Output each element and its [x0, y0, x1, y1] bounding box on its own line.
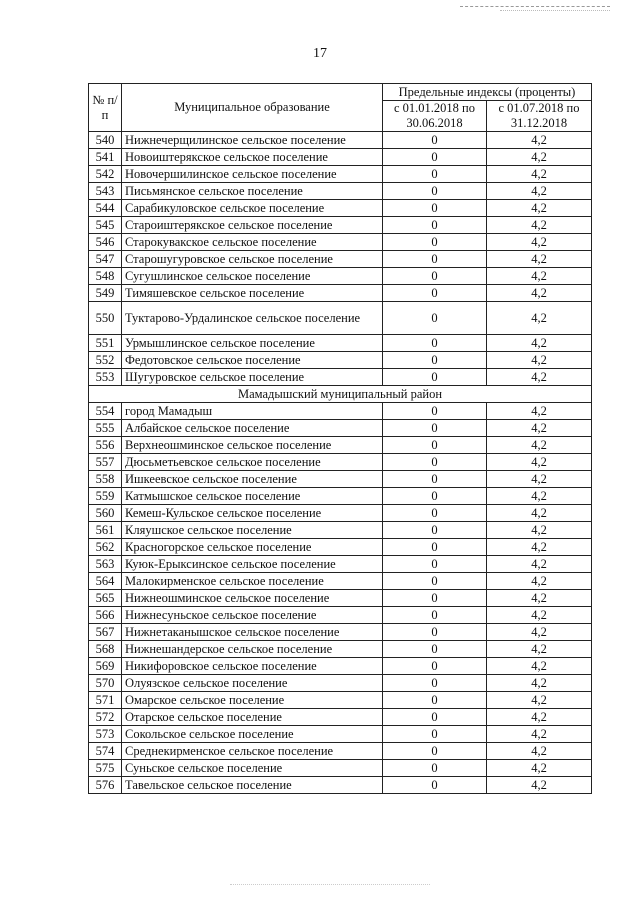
row-index-period-1: 0	[383, 285, 487, 302]
row-index-period-1: 0	[383, 166, 487, 183]
table-row	[89, 302, 592, 335]
row-number: 552	[89, 352, 122, 369]
table-row	[89, 505, 592, 522]
row-index-period-2: 4,2	[487, 302, 592, 335]
row-municipality: Албайское сельское поселение	[122, 420, 383, 437]
scan-artifact	[460, 6, 610, 8]
table-row	[89, 149, 592, 166]
row-municipality: Письмянское сельское поселение	[122, 183, 383, 200]
row-index-period-1: 0	[383, 658, 487, 675]
table-body-part-2	[89, 403, 592, 794]
row-municipality: Урмышлинское сельское поселение	[122, 335, 383, 352]
row-municipality: Старокувакское сельское поселение	[122, 234, 383, 251]
table-row	[89, 624, 592, 641]
row-index-period-1: 0	[383, 709, 487, 726]
row-index-period-1: 0	[383, 488, 487, 505]
row-number: 567	[89, 624, 122, 641]
header-municipality: Муниципальное образование	[122, 84, 383, 132]
row-number: 555	[89, 420, 122, 437]
header-period-1: с 01.01.2018 по 30.06.2018	[383, 101, 487, 132]
row-number: 545	[89, 217, 122, 234]
row-index-period-1: 0	[383, 760, 487, 777]
scan-artifact	[500, 10, 610, 12]
row-index-period-1: 0	[383, 539, 487, 556]
row-number: 570	[89, 675, 122, 692]
row-number: 562	[89, 539, 122, 556]
table-row	[89, 760, 592, 777]
row-number: 553	[89, 369, 122, 386]
table-row	[89, 658, 592, 675]
row-index-period-1: 0	[383, 217, 487, 234]
row-municipality: Кляушское сельское поселение	[122, 522, 383, 539]
row-municipality: Старошугуровское сельское поселение	[122, 251, 383, 268]
section-header	[89, 386, 592, 403]
row-number: 576	[89, 777, 122, 794]
row-number: 551	[89, 335, 122, 352]
row-municipality: Отарское сельское поселение	[122, 709, 383, 726]
table-row	[89, 539, 592, 556]
row-number: 572	[89, 709, 122, 726]
row-index-period-2: 4,2	[487, 234, 592, 251]
row-index-period-2: 4,2	[487, 352, 592, 369]
row-number: 566	[89, 607, 122, 624]
table-row	[89, 675, 592, 692]
table-row	[89, 420, 592, 437]
table-row	[89, 488, 592, 505]
row-municipality: Кемеш-Кульское сельское поселение	[122, 505, 383, 522]
table-row	[89, 217, 592, 234]
row-number: 548	[89, 268, 122, 285]
row-number: 556	[89, 437, 122, 454]
row-index-period-2: 4,2	[487, 335, 592, 352]
row-municipality: город Мамадыш	[122, 403, 383, 420]
row-number: 542	[89, 166, 122, 183]
row-index-period-2: 4,2	[487, 437, 592, 454]
row-index-period-2: 4,2	[487, 488, 592, 505]
row-index-period-2: 4,2	[487, 285, 592, 302]
row-index-period-1: 0	[383, 132, 487, 149]
row-index-period-1: 0	[383, 624, 487, 641]
table-row	[89, 234, 592, 251]
table-body-part-1	[89, 132, 592, 386]
row-municipality: Омарское сельское поселение	[122, 692, 383, 709]
table-row	[89, 709, 592, 726]
table-row	[89, 403, 592, 420]
row-index-period-2: 4,2	[487, 624, 592, 641]
row-index-period-2: 4,2	[487, 471, 592, 488]
table-row	[89, 692, 592, 709]
table-row	[89, 471, 592, 488]
row-index-period-2: 4,2	[487, 607, 592, 624]
table-row	[89, 573, 592, 590]
row-index-period-2: 4,2	[487, 539, 592, 556]
row-index-period-1: 0	[383, 726, 487, 743]
row-municipality: Новоиштерякское сельское поселение	[122, 149, 383, 166]
row-index-period-1: 0	[383, 302, 487, 335]
table-row	[89, 200, 592, 217]
row-municipality: Сарабикуловское сельское поселение	[122, 200, 383, 217]
row-number: 558	[89, 471, 122, 488]
row-municipality: Верхнеошминское сельское поселение	[122, 437, 383, 454]
row-index-period-1: 0	[383, 743, 487, 760]
row-index-period-1: 0	[383, 692, 487, 709]
row-index-period-1: 0	[383, 437, 487, 454]
row-index-period-1: 0	[383, 369, 487, 386]
row-number: 569	[89, 658, 122, 675]
row-municipality: Ишкеевское сельское поселение	[122, 471, 383, 488]
row-index-period-2: 4,2	[487, 183, 592, 200]
table-row	[89, 335, 592, 352]
row-municipality: Никифоровское сельское поселение	[122, 658, 383, 675]
row-number: 557	[89, 454, 122, 471]
row-index-period-2: 4,2	[487, 149, 592, 166]
row-number: 549	[89, 285, 122, 302]
row-index-period-1: 0	[383, 200, 487, 217]
page-number: 17	[313, 46, 327, 61]
row-index-period-2: 4,2	[487, 454, 592, 471]
row-index-period-2: 4,2	[487, 777, 592, 794]
row-index-period-2: 4,2	[487, 403, 592, 420]
row-index-period-1: 0	[383, 420, 487, 437]
row-municipality: Сокольское сельское поселение	[122, 726, 383, 743]
row-number: 574	[89, 743, 122, 760]
table-row	[89, 726, 592, 743]
row-index-period-2: 4,2	[487, 573, 592, 590]
table-row	[89, 268, 592, 285]
row-number: 563	[89, 556, 122, 573]
row-number: 573	[89, 726, 122, 743]
row-index-period-1: 0	[383, 641, 487, 658]
row-index-period-1: 0	[383, 675, 487, 692]
row-municipality: Тимяшевское сельское поселение	[122, 285, 383, 302]
row-municipality: Нижнечерщилинское сельское поселение	[122, 132, 383, 149]
row-municipality: Дюсьметьевское сельское поселение	[122, 454, 383, 471]
table-row	[89, 454, 592, 471]
row-index-period-1: 0	[383, 471, 487, 488]
row-index-period-1: 0	[383, 505, 487, 522]
row-index-period-2: 4,2	[487, 251, 592, 268]
row-municipality: Шугуровское сельское поселение	[122, 369, 383, 386]
scan-artifact	[230, 884, 430, 886]
row-index-period-1: 0	[383, 234, 487, 251]
row-index-period-2: 4,2	[487, 522, 592, 539]
row-index-period-2: 4,2	[487, 505, 592, 522]
row-number: 568	[89, 641, 122, 658]
row-index-period-2: 4,2	[487, 200, 592, 217]
row-index-period-1: 0	[383, 556, 487, 573]
row-index-period-1: 0	[383, 352, 487, 369]
row-index-period-1: 0	[383, 522, 487, 539]
row-number: 571	[89, 692, 122, 709]
row-index-period-1: 0	[383, 268, 487, 285]
table-row	[89, 132, 592, 149]
row-number: 540	[89, 132, 122, 149]
table-row	[89, 437, 592, 454]
table-row	[89, 607, 592, 624]
row-index-period-2: 4,2	[487, 217, 592, 234]
row-index-period-2: 4,2	[487, 760, 592, 777]
row-index-period-1: 0	[383, 777, 487, 794]
row-index-period-1: 0	[383, 403, 487, 420]
row-number: 564	[89, 573, 122, 590]
row-municipality: Олуязское сельское поселение	[122, 675, 383, 692]
table-row	[89, 183, 592, 200]
row-index-period-2: 4,2	[487, 590, 592, 607]
row-municipality: Нижнеошминское сельское поселение	[122, 590, 383, 607]
row-index-period-2: 4,2	[487, 726, 592, 743]
row-index-period-2: 4,2	[487, 420, 592, 437]
table-row	[89, 777, 592, 794]
header-number: № п/п	[89, 84, 122, 132]
table-row	[89, 743, 592, 760]
row-number: 561	[89, 522, 122, 539]
row-index-period-1: 0	[383, 607, 487, 624]
row-index-period-1: 0	[383, 335, 487, 352]
indices-table	[88, 83, 592, 794]
row-index-period-1: 0	[383, 251, 487, 268]
row-municipality: Малокирменское сельское поселение	[122, 573, 383, 590]
row-municipality: Федотовское сельское поселение	[122, 352, 383, 369]
row-number: 541	[89, 149, 122, 166]
row-municipality: Туктарово-Урдалинское сельское поселение	[122, 302, 383, 335]
row-municipality: Нижнетаканышское сельское поселение	[122, 624, 383, 641]
table-row	[89, 556, 592, 573]
row-number: 565	[89, 590, 122, 607]
header-period-2: с 01.07.2018 по 31.12.2018	[487, 101, 592, 132]
row-index-period-2: 4,2	[487, 743, 592, 760]
row-index-period-2: 4,2	[487, 556, 592, 573]
row-municipality: Куюк-Ерыксинское сельское поселение	[122, 556, 383, 573]
row-index-period-1: 0	[383, 573, 487, 590]
row-index-period-2: 4,2	[487, 132, 592, 149]
row-municipality: Суньское сельское поселение	[122, 760, 383, 777]
row-municipality: Среднекирменское сельское поселение	[122, 743, 383, 760]
row-number: 547	[89, 251, 122, 268]
table-row	[89, 369, 592, 386]
row-municipality: Тавельское сельское поселение	[122, 777, 383, 794]
table-row	[89, 522, 592, 539]
row-municipality: Нижнесуньское сельское поселение	[122, 607, 383, 624]
header-limit-indices: Предельные индексы (проценты)	[383, 84, 592, 101]
table-row	[89, 590, 592, 607]
row-number: 554	[89, 403, 122, 420]
row-municipality: Нижнешандерское сельское поселение	[122, 641, 383, 658]
row-index-period-2: 4,2	[487, 675, 592, 692]
row-municipality: Староиштерякское сельское поселение	[122, 217, 383, 234]
section-title: Мамадышский муниципальный район	[89, 386, 592, 403]
row-index-period-2: 4,2	[487, 641, 592, 658]
row-number: 546	[89, 234, 122, 251]
row-index-period-1: 0	[383, 183, 487, 200]
row-number: 544	[89, 200, 122, 217]
row-index-period-2: 4,2	[487, 268, 592, 285]
row-index-period-2: 4,2	[487, 369, 592, 386]
row-municipality: Сугушлинское сельское поселение	[122, 268, 383, 285]
table-row	[89, 352, 592, 369]
row-municipality: Красногорское сельское поселение	[122, 539, 383, 556]
table-row	[89, 166, 592, 183]
row-index-period-1: 0	[383, 454, 487, 471]
row-municipality: Катмышское сельское поселение	[122, 488, 383, 505]
row-index-period-2: 4,2	[487, 709, 592, 726]
row-number: 550	[89, 302, 122, 335]
row-number: 559	[89, 488, 122, 505]
row-number: 575	[89, 760, 122, 777]
row-number: 560	[89, 505, 122, 522]
table-row	[89, 285, 592, 302]
row-number: 543	[89, 183, 122, 200]
row-index-period-2: 4,2	[487, 166, 592, 183]
row-index-period-2: 4,2	[487, 692, 592, 709]
table-row	[89, 641, 592, 658]
row-index-period-1: 0	[383, 590, 487, 607]
row-municipality: Новочершилинское сельское поселение	[122, 166, 383, 183]
row-index-period-2: 4,2	[487, 658, 592, 675]
table-row	[89, 251, 592, 268]
row-index-period-1: 0	[383, 149, 487, 166]
